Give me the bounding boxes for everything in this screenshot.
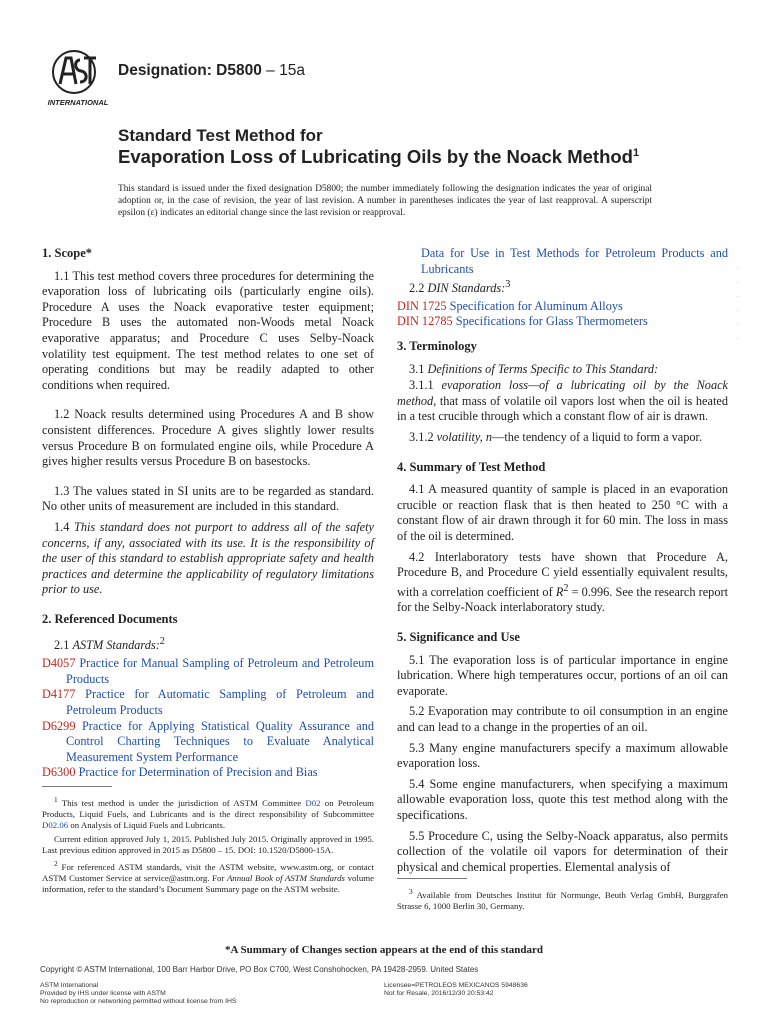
footnote-2-mark: 2 — [54, 858, 58, 868]
designation-edition: – 15a — [261, 62, 305, 79]
ref-item-din-1725[interactable] — [397, 299, 728, 315]
footnotes-right — [397, 886, 728, 914]
summary-4-1: 4.1 A measured quantity of sample is placed in an evaporation crucible or reaction flask that is then heated to 250 °C with a constant flow of air drawn through it for 60 min. The loss in mass of the oil is determined. — [397, 482, 728, 543]
title-line-2 — [118, 146, 639, 168]
subcommittee-link[interactable]: D02.06 — [42, 820, 69, 831]
astm-label-text: ASTM Standards: — [72, 638, 160, 653]
ref-code[interactable]: D4177 — [42, 687, 76, 702]
footer-left — [40, 982, 236, 1006]
ref-title[interactable]: Practice for Applying Statistical Quality Assurance and Control Charting Techniques to Evaluate Analytical Measurement System Performance — [66, 718, 374, 764]
left-column — [42, 246, 374, 781]
term-volatility: volatility, n — [436, 430, 493, 445]
ref-item-d4177[interactable] — [42, 687, 374, 718]
footnote-2-italic: Annual Book of ASTM Standards — [226, 873, 345, 884]
summary-4-2-text-b: = 0.996. See the research report for the Selby-Noack interlaboratory study. — [397, 584, 728, 615]
title-text: Evaporation Loss of Lubricating Oils by the Noack Method — [118, 146, 633, 167]
din-label-text: DIN Standards: — [427, 281, 506, 296]
ref-code[interactable]: DIN 12785 — [397, 314, 453, 329]
designation-label: Designation: D5800 — [118, 62, 262, 79]
significance-5-4: 5.4 Some engine manufacturers, when specifying a maximum allowable evaporation loss, quote this test method along with the specifications. — [397, 776, 728, 822]
scope-1-4 — [42, 520, 374, 598]
footer-right-line: Not for Resale, 2016/12/30 20:53:42 — [384, 990, 494, 997]
scope-heading: 1. Scope* — [42, 246, 92, 260]
terminology-3-1-1 — [397, 378, 728, 425]
footer-right-line: Licensee=PETROLEOS MEXICANOS 5948636 — [384, 982, 528, 989]
ref-item-d6300[interactable] — [42, 765, 374, 781]
copyright-line: Copyright © ASTM International, 100 Barr Harbor Drive, PO Box C700, West Conshohocken, PA 19428-2959. United States — [40, 965, 479, 974]
right-column — [397, 246, 728, 880]
significance-5-5: 5.5 Procedure C, using the Selby-Noack apparatus, also permits collection of the volatile oil vapors for determination of their physical and chemical properties. Elemental analysis of — [397, 828, 728, 874]
footer-right — [384, 982, 528, 998]
din-label-number: 2.2 — [409, 281, 428, 296]
designation — [118, 62, 305, 80]
ref-item-d4057[interactable] — [42, 656, 374, 687]
standard-notice: This standard is issued under the fixed designation D5800; the number immediately following the designation indicates the year of original adoption or, in the case of revision, the year of last revision. A number in parentheses indicates the year of last reapproval. A superscript epsilon (ε) indicates an editorial change since the last revision or reapproval. — [118, 184, 652, 219]
ref-code[interactable]: D4057 — [42, 656, 76, 671]
significance-5-3: 5.3 Many engine manufacturers specify a maximum allowable evaporation loss. — [397, 740, 728, 771]
footnote-1-text-b: on Petroleum Products, Liquid Fuels, and Lubricants and is the direct responsibility of Subcommittee — [42, 797, 374, 820]
footer-left-line: Provided by IHS under license with ASTM — [40, 990, 166, 997]
ref-item-d6299[interactable] — [42, 719, 374, 766]
astm-label-number: 2.1 — [54, 638, 73, 653]
scope-1-4-text: This standard does not purport to address all of the safety concerns, if any, associated with its use. It is the responsibility of the user of this standard to establish appropriate safety and health practices and determine the applicability of regulatory limitations prior to use. — [42, 519, 374, 597]
summary-4-2-text-a: 4.2 Interlaboratory tests have shown that Procedure A, Procedure B, and Procedure C yield essentially equivalent results, with a correlation coefficient of — [397, 549, 728, 599]
scope-1-2: 1.2 Noack results determined using Procedures A and B show consistent differences. Procedure A gives slightly lower results versus Procedure B on formulated engine oils, while Procedure A gives higher results versus Procedure B on basestocks. — [42, 407, 374, 469]
footnote-1-text-c: on Analysis of Liquid Fuels and Lubricants. — [68, 820, 226, 831]
footnote-divider-left — [42, 786, 112, 787]
footnotes-left — [42, 794, 374, 897]
significance-5-2: 5.2 Evaporation may contribute to oil consumption in an engine and can lead to a change in the properties of an oil. — [397, 704, 728, 735]
footnote-3-mark: 3 — [409, 887, 413, 896]
significance-5-1: 5.1 The evaporation loss is of particular importance in engine lubrication. Where high temperatures occur, portions of an oil can evaporate. — [397, 652, 728, 698]
din-label-sup: 3 — [505, 279, 511, 291]
terminology-3-1 — [409, 362, 728, 378]
terminology-3-1-2 — [397, 430, 728, 446]
footnote-1 — [42, 794, 374, 832]
ref-item-din-12785[interactable] — [397, 314, 728, 330]
footnote-2-text-a: For referenced ASTM standards, visit the ASTM website, www.astm.org, or contact ASTM Customer Service at service@astm.org. For — [42, 861, 374, 884]
committee-link[interactable]: D02 — [305, 797, 321, 808]
summary-of-changes-note: *A Summary of Changes section appears at the end of this standard — [224, 944, 544, 956]
referenced-heading: 2. Referenced Documents — [42, 611, 178, 626]
summary-4-2 — [397, 550, 728, 616]
title-line-1: Standard Test Method for — [118, 126, 323, 145]
logo-wordmark: INTERNATIONAL — [47, 98, 109, 107]
summary-heading: 4. Summary of Test Method — [397, 459, 546, 474]
scope-1-1: 1.1 This test method covers three procedures for determining the evaporation loss of lubricating oils (particularly engine oils). Procedure A uses the Noack evaporative tester equipment; Procedure B uses the automated non-Woods metal Noack evaporative apparatus; and Procedure C uses Selby-Noack volatility test equipment. The test method relates to one set of operating conditions but may be readily adapted to other conditions when required. — [42, 268, 374, 392]
title-footnote-mark: 1 — [632, 146, 640, 159]
footnote-1-text-a: This test method is under the jurisdiction of ASTM Committee — [57, 797, 306, 808]
scope-1-4-number: 1.4 — [54, 519, 74, 534]
scope-1-3: 1.3 The values stated in SI units are to be regarded as standard. No other units of measurement are included in this standard. — [42, 483, 374, 514]
terminology-3-1-number: 3.1 — [409, 361, 428, 376]
astm-logo — [44, 48, 112, 108]
footer-left-line: No reproduction or networking permitted without license from IHS — [40, 998, 237, 1005]
ref-d6300-continued[interactable]: Data for Use in Test Methods for Petroleum Products and Lubricants — [421, 246, 728, 276]
ref-code[interactable]: D6300 — [42, 765, 76, 780]
terminology-3-1-2-number: 3.1.2 — [409, 430, 437, 445]
significance-heading: 5. Significance and Use — [397, 630, 520, 645]
ref-title[interactable]: Specification for Aluminum Alloys — [449, 298, 623, 313]
footnote-2-text-b: volume information, refer to the standard’s Document Summary page on the ASTM website. — [42, 873, 374, 895]
astm-label-sup: 2 — [159, 636, 165, 648]
ref-code[interactable]: D6299 — [42, 718, 76, 733]
astm-standards-label — [54, 634, 374, 654]
ref-title[interactable]: Practice for Determination of Precision and Bias — [78, 765, 318, 780]
footnote-3 — [397, 886, 728, 912]
footnote-divider-right — [397, 878, 467, 879]
ref-code[interactable]: DIN 1725 — [397, 298, 447, 313]
terminology-3-1-1-number: 3.1.1 — [409, 378, 442, 393]
ref-title[interactable]: Specifications for Glass Thermometers — [455, 314, 648, 329]
ref-title[interactable]: Practice for Automatic Sampling of Petroleum and Petroleum Products — [66, 687, 374, 717]
margin-marks: · · · · · · — [736, 264, 739, 343]
terminology-3-1-1-text: that mass of volatile oil vapors lost when the oil is heated in a test crucible through which a constant flow of air is drawn. — [397, 393, 728, 424]
summary-4-2-r: R — [555, 584, 564, 599]
footnote-3-text: Available from Deutsches Institut für Normunge, Beuth Verlag GmbH, Burggrafen Strasse 6, 1000 Berlin 30, Germany. — [397, 889, 728, 912]
footnote-1-edition: Current edition approved July 1, 2015. Published July 2015. Originally approved in 1995. Last previous edition approved in 2015 as D5800 – 15. DOI: 10.1520/D5800-15A. — [42, 833, 374, 855]
ref-title[interactable]: Practice for Manual Sampling of Petroleum and Petroleum Products — [66, 656, 375, 686]
term-evaporation-loss: evaporation loss—of a lubricating oil by the Noack method, — [397, 378, 729, 408]
terminology-heading: 3. Terminology — [397, 339, 477, 354]
summary-4-2-sup: 2 — [563, 582, 569, 594]
din-standards-label — [409, 277, 728, 297]
footnote-1-mark: 1 — [54, 795, 58, 804]
terminology-3-1-2-text: —the tendency of a liquid to form a vapor. — [492, 430, 703, 445]
footer-left-line: ASTM International — [40, 982, 99, 989]
terminology-3-1-text: Definitions of Terms Specific to This Standard: — [427, 361, 659, 376]
footnote-2 — [42, 858, 374, 896]
